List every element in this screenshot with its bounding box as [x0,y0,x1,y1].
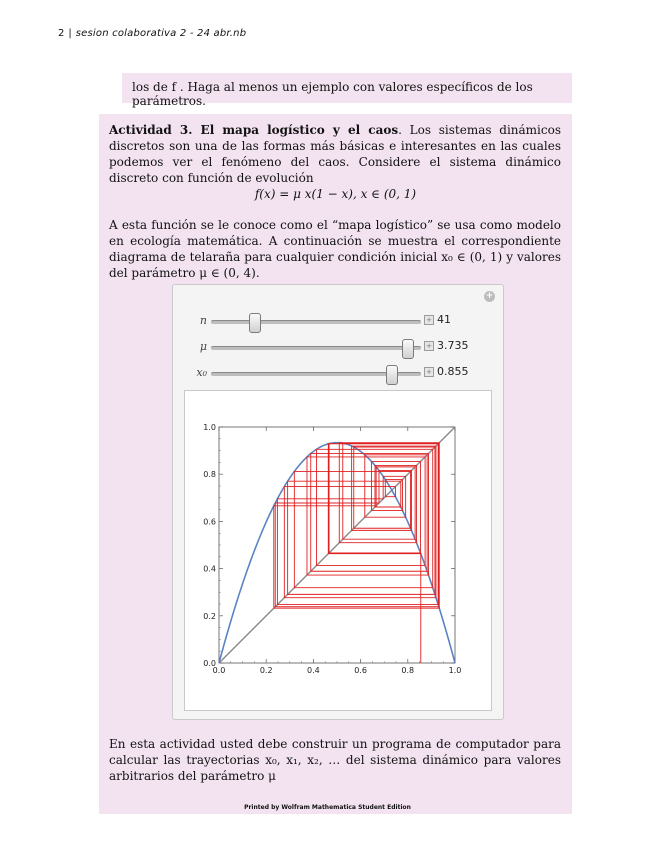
slider-value-x0: 0.855 [437,365,469,378]
logistic-equation: f(x) = μ x(1 − x), x ∈ (0, 1) [254,187,417,201]
text-cell-previous [122,73,572,108]
add-bookmark-button[interactable]: + [485,291,494,301]
print-footer: Printed by Wolfram Mathematica Student Edition [244,804,411,811]
y-tick-label: 0.2 [203,611,216,621]
slider-row-n [173,311,503,331]
x-tick-label: 0.6 [354,666,367,675]
notebook-filename: sesion colaborativa 2 - 24 abr.nb [75,28,247,39]
x-tick-label: 1.0 [448,666,462,675]
x-tick-label: 0.0 [212,666,226,675]
slider-label-n: n [199,314,207,327]
slider-value-mu: 3.735 [437,339,469,352]
activity-instructions: En esta actividad usted debe construir un programa de computador para calcular las trayectorias x₀, x₁, x₂, … del sistema dinámico para valores arbitrarios del parámetro μ [109,737,561,783]
slider-row-x0 [173,363,503,383]
cobweb-plot [185,391,491,710]
y-tick-label: 0.6 [203,517,216,527]
slider-row-mu [173,337,503,357]
slider-n[interactable] [211,320,421,324]
page-number: 2 [58,28,65,39]
y-tick-label: 0.4 [203,564,216,574]
x-tick-label: 0.4 [307,666,320,675]
manipulate-panel [172,284,504,720]
slider-thumb[interactable] [249,313,261,333]
expand-controls-icon[interactable]: + [424,341,434,351]
x-tick-label: 0.2 [259,666,273,675]
diagonal-line [219,427,455,663]
activity-intro [109,122,561,186]
page-header [58,28,246,39]
logistic-description: A esta función se le conoce como el “mapa logístico” se usa como modelo en ecología matemática. A continuación se muestra el correspondiente diagrama de telaraña para cualquier condición inicial x₀ ∈ (0, 1) y valores del parámetro μ ∈ (0, 4). [109,218,561,280]
slider-thumb[interactable] [402,339,414,359]
slider-mu[interactable] [211,346,421,350]
expand-controls-icon[interactable]: + [424,367,434,377]
y-tick-label: 1.0 [203,423,216,432]
activity-title: Actividad 3. El mapa logístico y el caos [109,123,399,137]
slider-thumb[interactable] [386,365,398,385]
slider-x0[interactable] [211,372,421,376]
header-separator: | [68,28,72,39]
cobweb-trajectory [274,443,439,663]
plot-area [184,390,492,711]
cell-text: los de f . Haga al menos un ejemplo con valores específicos de los parámetros. [132,80,533,108]
x-tick-label: 0.8 [401,666,415,675]
y-tick-label: 0.0 [203,659,216,668]
slider-label-x0: x₀ [196,366,207,379]
activity-intro-text: . Los sistemas dinámicos discretos son una de las formas más básicas e interesantes en las cuales podemos ver el fenómeno del caos. Considere el sistema dinámico discreto con función de evolución [109,123,561,185]
slider-label-mu: μ [199,340,207,353]
y-tick-label: 0.8 [203,470,216,480]
expand-controls-icon[interactable]: + [424,315,434,325]
text-cell-activity-3 [99,114,572,814]
slider-value-n: 41 [437,313,451,326]
